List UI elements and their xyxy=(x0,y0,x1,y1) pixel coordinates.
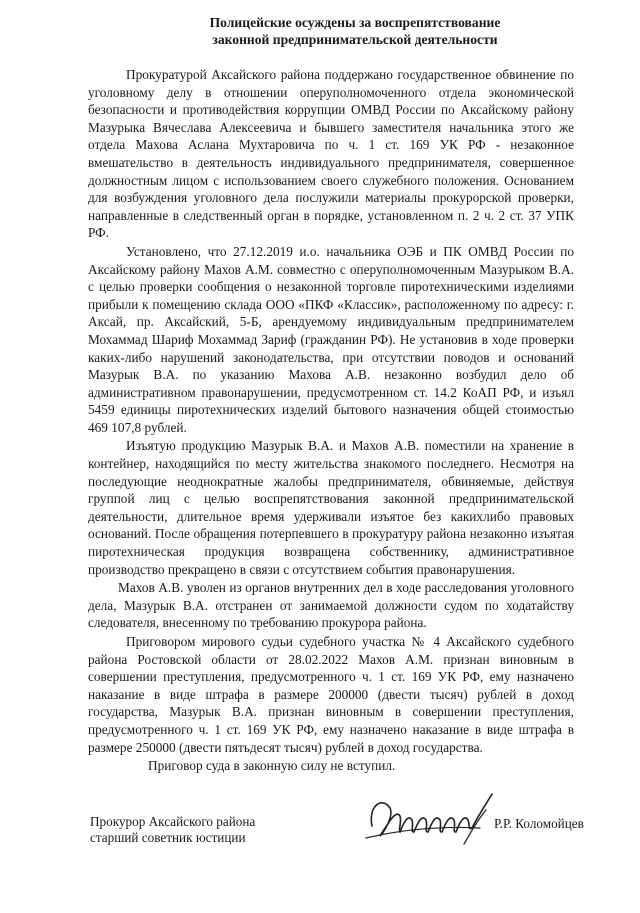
paragraph-indictment: Прокуратурой Аксайского района поддержано государственное обвинение по уголовному делу в отношении оперуполномоченного отдела экономической безопасности и противодействия коррупции ОМВД России по Аксайскому району Мазурыка Вячеслава Алексеевича и бывшего заместителя начальника этого же отдела Махова Аслана Мухтаровича по ч. 1 ст. 169 УК РФ - незаконное вмешательство в деятельность индивидуального предпринимателя, совершенное должностным лицом с использованием своего служебного положения. Основанием для возбуждения уголовного дела послужили материалы прокурорской проверки, направленные в следственный орган в порядке, установленном п. 2 ч. 2 ст. 37 УПК РФ. xyxy=(88,67,574,241)
title-line-1: Полицейские осуждены за воспрепятствование xyxy=(209,15,501,30)
document-body xyxy=(88,66,574,776)
paragraph-verdict: Приговором мирового судьи судебного участка № 4 Аксайского судебного района Ростовской области от 28.02.2022 Махов А.М. признан виновным в совершении преступления, предусмотренного ч. 1 ст. 169 УК РФ, ему назначено наказание в виде штрафа в размере 200000 (двести тысяч) рублей в доход государства, Мазурык В.А. признан виновным в совершении преступления, предусмотренного ч. 1 ст. 169 УК РФ, ему назначено наказание в виде штрафа в размере 250000 (двести пятьдесят тысяч) рублей в доход государства. xyxy=(88,634,574,755)
signer-position xyxy=(90,814,350,846)
paragraph-findings: Установлено, что 27.12.2019 и.о. начальника ОЭБ и ПК ОМВД России по Аксайскому району Махов А.М. совместно с оперуполномоченным Мазурыком В.А. с целью проверки сообщения о незаконной торговле пиротехническими изделиями прибыли к помещению склада ООО «ПКФ «Классик», расположенному по адресу: г. Аксай, пр. Аксайский, 5-Б, арендуемому индивидуальным предпринимателем Мохаммад Шариф Мохаммад Зариф (гражданин РФ). Не установив в ходе проверки каких-либо нарушений законодательства, при отсутствии поводов и оснований Мазурык В.А. по указанию Махова А.В. незаконно возбудил дело об административном правонарушении, предусмотренном ст. 14.2 КоАП РФ, и изъял 5459 единицы пиротехнических изделий бытового назначения общей стоимостью 469 107,8 рублей. xyxy=(88,243,574,435)
paragraph-not-in-force: Приговор суда в законную силу не вступил. xyxy=(148,758,396,774)
signer-name: Р.Р. Коломойцев xyxy=(494,816,584,831)
title-line-2: законной предпринимательской деятельности xyxy=(212,32,498,47)
signer-position-line-1: Прокурор Аксайского района xyxy=(90,814,256,829)
paragraph-seizure: Изъятую продукцию Мазурык В.А. и Махов А.В. поместили на хранение в контейнер, находящийся по месту жительства знакомого последнего. Несмотря на последующие неоднократные жалобы предпринимателя, обвиняемые, действуя группой лиц с целью воспрепятствования законной предпринимательской деятельности, длительное время удерживали изъятое без какихлибо правовых оснований. После обращения потерпевшего в прокуратуру района незаконно изъятая пиротехническая продукция возвращена собственнику, административное производство прекращено в связи с отсутствием события правонарушения. xyxy=(88,438,574,577)
signer-position-line-2: старший советник юстиции xyxy=(90,830,246,845)
handwritten-signature xyxy=(360,786,500,856)
document-title xyxy=(160,14,550,48)
paragraph-dismissal: Махов А.В. уволен из органов внутренних дел в ходе расследования уголовного дела, Мазурык В.А. отстранен от занимаемой должности судом по ходатайству следователя, внесенному по требованию прокурора района. xyxy=(88,580,574,631)
